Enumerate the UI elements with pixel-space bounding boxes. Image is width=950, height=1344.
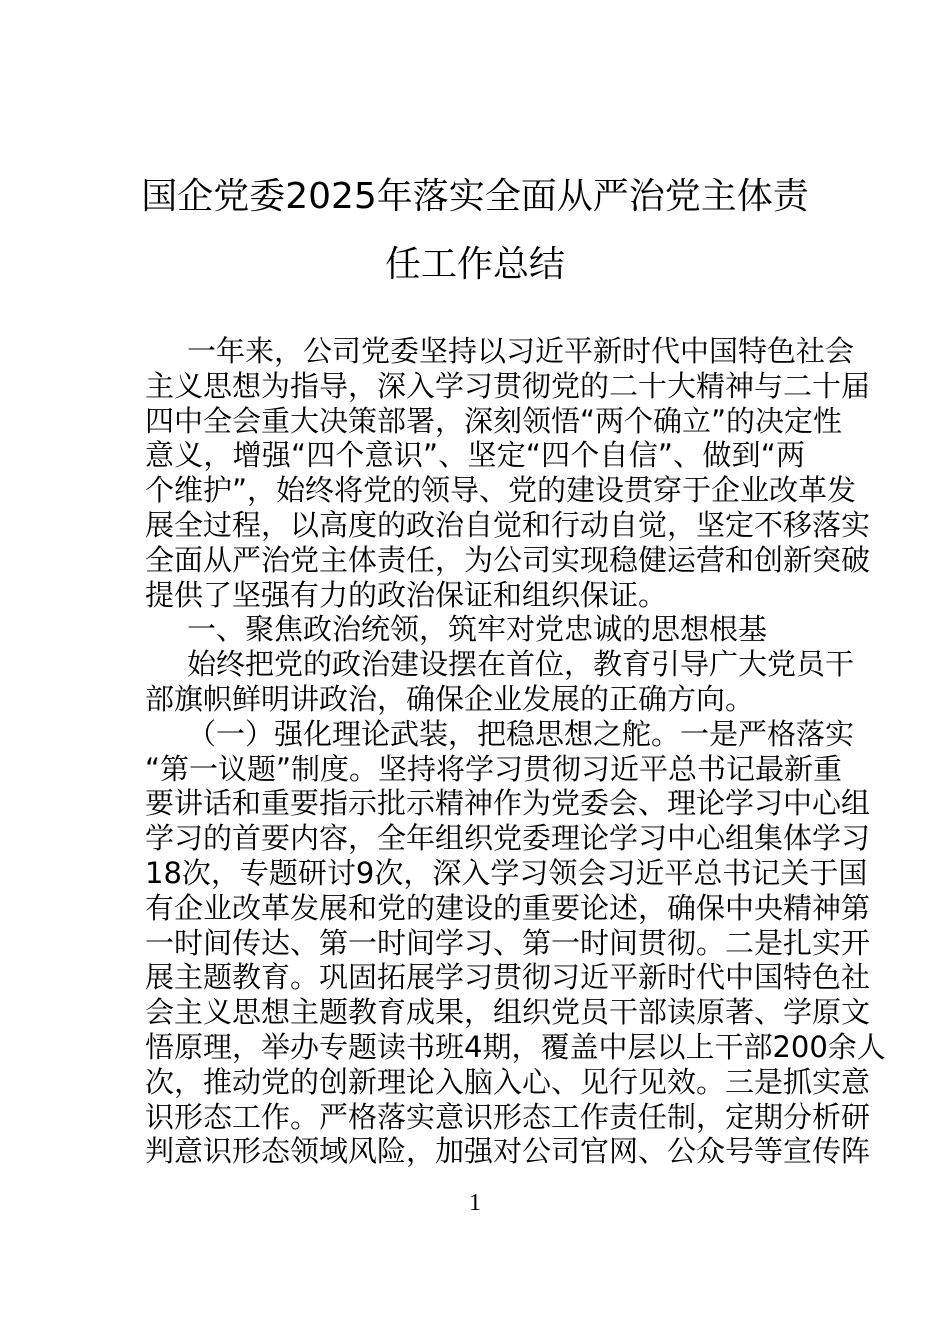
text-line: 判意识形态领域风险，加强对公司官网、公众号等宣传阵 [145, 1134, 871, 1169]
text-line: 意义，增强“四个意识”、坚定“四个自信”、做到“两 [145, 438, 805, 473]
text-line: 要讲话和重要指示批示精神作为党委会、理论学习中心组 [145, 786, 871, 821]
text-line: 学习的首要内容，全年组织党委理论学习中心组集体学习 [145, 821, 871, 856]
text-line: 个维护”，始终将党的领导、党的建设贯穿于企业改革发 [145, 473, 857, 508]
text-line: 会主义思想主题教育成果，组织党员干部读原著、学原文 [145, 995, 871, 1030]
text-line: 四中全会重大决策部署，深刻领悟“两个确立”的决定性 [145, 403, 843, 438]
text-line: 主义思想为指导，深入学习贯彻党的二十大精神与二十届 [145, 368, 871, 403]
text-line: 展主题教育。巩固拓展学习贯彻习近平新时代中国特色社 [145, 960, 871, 995]
text-line: 次，推动党的创新理论入脑入心、见行见效。三是抓实意 [145, 1064, 871, 1099]
document-body [145, 334, 886, 1169]
text-line: 展全过程，以高度的政治自觉和行动自觉，坚定不移落实 [145, 507, 871, 542]
text-line: 18次，专题研讨9次，深入学习领会习近平总书记关于国 [145, 855, 868, 890]
text-line: 始终把党的政治建设摆在首位，教育引导广大党员干 [187, 647, 855, 682]
text-line: “第一议题”制度。坚持将学习贯彻习近平总书记最新重 [145, 751, 843, 786]
text-line: 一时间传达、第一时间学习、第一时间贯彻。二是扎实开 [145, 925, 871, 960]
text-line: 一年来，公司党委坚持以习近平新时代中国特色社会 [187, 334, 855, 368]
document-title-line-1: 国企党委2025年落实全面从严治党主体责 [141, 176, 809, 217]
document-title-line-2: 任工作总结 [384, 244, 565, 285]
text-line: 识形态工作。严格落实意识形态工作责任制，定期分析研 [145, 1099, 871, 1134]
page-number: 1 [469, 1190, 481, 1216]
text-line: 部旗帜鲜明讲政治，确保企业发展的正确方向。 [145, 681, 755, 716]
text-line: 全面从严治党主体责任，为公司实现稳健运营和创新突破 [145, 542, 871, 577]
text-line: 一、聚焦政治统领，筑牢对党忠诚的思想根基 [187, 612, 768, 647]
text-line: （一）强化理论武装，把稳思想之舵。一是严格落实 [187, 716, 855, 751]
text-line: 有企业改革发展和党的建设的重要论述，确保中央精神第 [145, 890, 871, 925]
text-line: 悟原理，举办专题读书班4期，覆盖中层以上干部200余人 [145, 1029, 886, 1064]
text-line: 提供了坚强有力的政治保证和组织保证。 [145, 577, 668, 612]
